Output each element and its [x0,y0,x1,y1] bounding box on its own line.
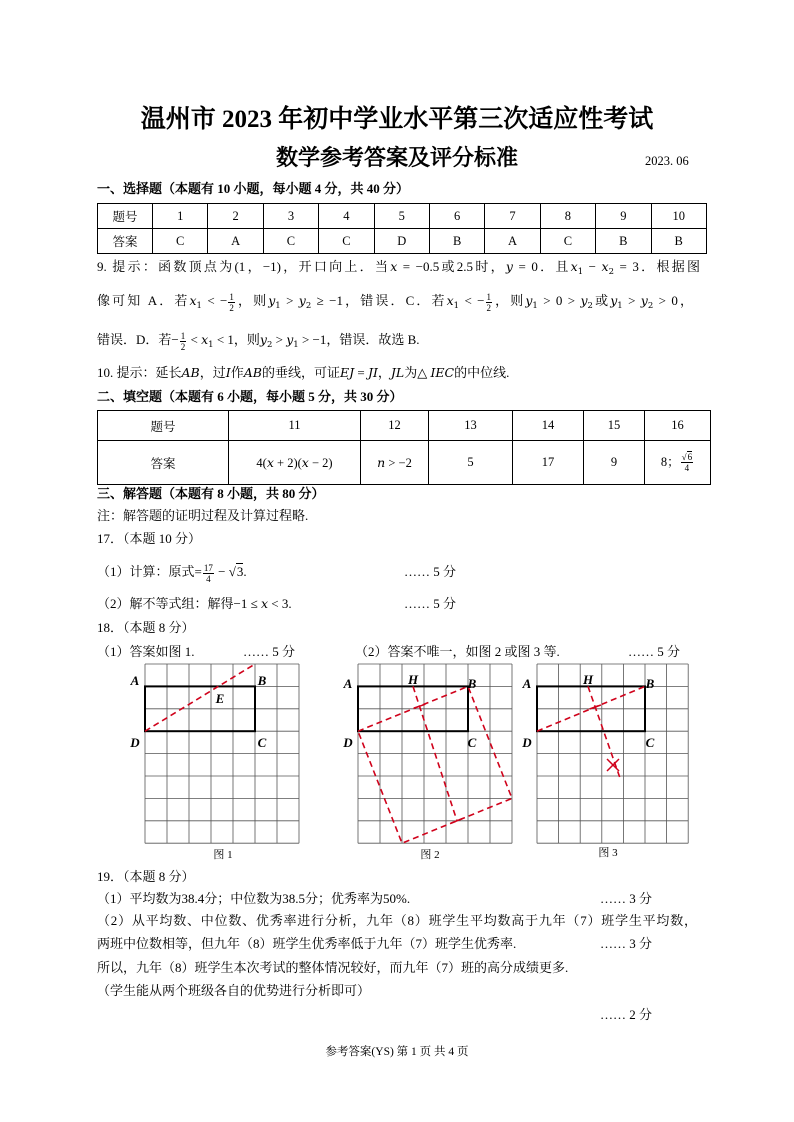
text-run: （2）解不等式组：解得−1 ≤ [97,596,261,611]
text-run: ≥ −1，错误．C．若 [311,293,447,308]
q17-part-1 [97,560,247,584]
question-number-cell: 5 [374,204,429,229]
math-subscript: 2 [305,301,312,311]
q19-title: 19．（本题 8 分） [97,869,195,884]
text-run: < − [459,293,485,308]
math-variable: AB [243,365,262,380]
math-variable: y [505,259,513,274]
figure-1-caption: 图 1 [213,849,233,861]
math-variable: $x_1$ [570,259,584,277]
answer-cell: D [374,229,429,254]
math-variable: $y_1$ [525,293,538,311]
text-run: − [214,564,229,579]
math-subscript: 2 [587,301,593,311]
math-variable: $x_2$ [601,259,615,277]
text-run: < − [201,293,228,308]
math-subscript: 2 [647,301,654,311]
text-run: 4 [206,573,211,584]
q19-final-score: …… 2 分 [600,1007,653,1022]
row-label: 题号 [98,411,229,441]
table-row [98,204,707,229]
math-variable: x [260,596,269,611]
fraction [228,292,235,313]
math-variable: EJ [339,365,355,380]
table-row [98,411,711,441]
fill-blank-answer-table [97,410,711,485]
answer-cell: C [319,229,374,254]
text-run: < 3. [268,596,292,611]
text-run: > [272,332,287,347]
document-date: 2023. 06 [645,154,689,168]
fraction-denominator [205,574,212,584]
answer-cell: B [651,229,706,254]
math-variable: $x_1$ [189,293,202,311]
square-root [682,451,692,462]
radicand: 6 [687,452,693,463]
label-d: D [522,735,532,750]
q17-part-2 [97,595,292,613]
text-run: 错误．D．若− [97,332,179,347]
math-variable: AB [181,365,200,380]
figure-1-grid [125,660,305,850]
answer-cell: 5 [429,441,513,485]
page-footer: 参考答案(YS) 第 1 页 共 4 页 [325,1046,469,1058]
text-run: 8； [660,454,680,469]
math-variable: I [225,365,231,380]
text-run: 1 [229,291,234,302]
text-run: > 0 > [537,293,581,308]
label-b: B [645,676,655,691]
q17-part-2-score: …… 5 分 [404,596,457,611]
math-variable: $x_1$ [201,332,214,350]
q19-part-2-score: …… 3 分 [600,936,653,951]
math-variable: x [390,259,398,274]
document-subtitle: 数学参考答案及评分标准 [275,145,518,170]
radical-sign: √ [681,452,687,463]
text-run: 像可知 A．若 [97,293,190,308]
label-a: A [130,673,140,688]
math-subscript: 1 [208,340,214,350]
text-run: > 0， [653,293,693,308]
answer-cell [229,441,361,485]
table-row [98,229,707,254]
text-run: . [243,564,247,579]
radicand: 3 [236,564,244,579]
text-run: 为△ [404,365,431,380]
answer-dashed-line [145,664,255,731]
math-subscript: 2 [608,267,615,277]
question-number-cell: 7 [485,204,540,229]
text-run: ，则 [493,293,526,308]
answer-cell: A [485,229,540,254]
label-a: A [343,676,353,691]
fraction-denominator [486,303,493,313]
question-number-cell: 2 [208,204,263,229]
math-subscript: 1 [532,301,538,311]
label-c: C [257,735,267,750]
q18-part-1: （1）答案如图 1. [97,644,195,659]
choice-answer-table [97,203,707,254]
math-subscript: 1 [275,301,281,311]
text-run: ，则 [235,293,269,308]
radical-sign: √ [228,564,236,579]
answer-dashed-square [358,686,512,843]
label-b: B [257,673,267,688]
label-b: B [467,676,477,691]
question-number-cell: 3 [263,204,318,229]
question-number-cell: 6 [429,204,484,229]
text-run: > [280,293,299,308]
text-run: （1）计算：原式= [97,564,202,579]
text-run: 17 [203,562,213,573]
text-run: 2 [229,302,234,313]
label-c: C [645,735,655,750]
q9-hint-line-3 [97,328,420,357]
text-run: ， [377,365,391,380]
label-d: D [130,735,140,750]
question-number-cell: 1 [153,204,208,229]
q9-hint-line-2 [97,289,693,318]
text-run: 2 [180,341,186,352]
text-run: 或 [592,293,611,308]
answer-cell [361,441,429,485]
text-run: 1 [486,291,491,302]
math-variable: n [377,454,386,470]
math-variable: IEC [430,365,455,380]
label-h: H [582,672,594,687]
q19-part-2-line-2: 两班中位数相等，但九年（8）班学生优秀率低于九年（7）班学生优秀率. [97,936,517,951]
text-run: > −1，错误．故选 B. [298,332,420,347]
answer-cell: 9 [584,441,645,485]
text-run: 10. 提示：延长 [97,365,182,380]
fraction-denominator [180,342,187,352]
figure-3-caption: 图 3 [598,847,618,859]
figure-2-grid [338,660,516,850]
question-number-cell: 12 [361,411,429,441]
q17-title: 17．（本题 10 分） [97,531,202,546]
text-run: + 2)( [273,455,302,470]
text-run: < 1，则 [213,332,260,347]
answer-cell: B [596,229,651,254]
fraction-numerator [486,292,493,303]
answer-cell [645,441,711,485]
text-run: 的垂线，可证 [261,365,340,380]
math-variable: $y_1$ [286,332,299,350]
answer-cell: C [153,229,208,254]
q18-part-2-score: …… 5 分 [628,644,681,659]
label-h: H [407,672,419,687]
section-1-heading: 一、选择题（本题有 10 小题，每小题 4 分，共 40 分） [97,181,410,196]
math-variable: $y_2$ [259,332,273,350]
answer-cell: C [263,229,318,254]
math-variable: $y_2$ [298,293,312,311]
text-run: = −0.5或2.5时， [397,259,506,274]
text-run: − [583,259,602,274]
q19-remark: （学生能从两个班级各自的优势进行分析即可） [97,983,371,998]
math-subscript: 1 [617,301,623,311]
q19-conclusion: 所以，九年（8）班学生本次考试的整体情况较好，而九年（7）班的高分成绩更多. [97,960,569,975]
text-run: > −2 [385,455,412,470]
q18-part-1-score: …… 5 分 [243,644,296,659]
text-run: 4( [256,455,267,470]
text-run: 9. 提示：函数顶点为(1，−1)，开口向上．当 [97,259,391,274]
label-d: D [343,735,353,750]
label-a: A [522,676,532,691]
text-run: 作 [230,365,244,380]
math-variable: $y_2$ [640,293,654,311]
section-2-heading: 二、填空题（本题有 6 小题，每小题 5 分，共 30 分） [97,389,403,404]
answer-cell: A [208,229,263,254]
question-number-cell: 10 [651,204,706,229]
row-label: 答案 [98,441,229,485]
math-subscript: 1 [577,267,584,277]
table-row [98,441,711,485]
q18-title: 18．（本题 8 分） [97,620,195,635]
math-variable: $x_1$ [446,293,460,311]
fraction-numerator [203,563,214,574]
fraction [203,563,214,584]
figure-2-caption: 图 2 [420,849,440,861]
math-variable: $y_1$ [610,293,623,311]
q19-part-2-line-1: （2）从平均数、中位数、优秀率进行分析，九年（8）班学生平均数高于九年（7）班学生平均数， [97,913,697,928]
square-root [228,563,247,579]
question-number-cell: 9 [596,204,651,229]
text-run: > [622,293,641,308]
fraction-denominator [228,303,235,313]
text-run: 的中位线. [454,365,510,380]
fraction [180,331,187,352]
question-number-cell: 11 [229,411,361,441]
text-run: < [187,332,202,347]
answer-dashed-line [588,686,620,778]
text-run: − 2) [308,455,333,470]
q19-part-1-score: …… 3 分 [600,891,653,906]
text-run: 1 [180,330,186,341]
text-run: = 3．根据图 [614,259,700,274]
question-number-cell: 14 [513,411,584,441]
math-subscript: 1 [453,301,460,311]
fraction [486,292,493,313]
q19-part-1: （1）平均数为38.4分；中位数为38.5分；优秀率为50%. [97,891,411,906]
math-variable: $y_2$ [580,293,593,311]
text-run: = [354,365,368,380]
fraction [681,452,693,473]
row-label: 答案 [98,229,153,254]
text-run: 2 [486,302,491,313]
question-number-cell: 13 [429,411,513,441]
label-c: C [467,735,477,750]
answer-cell: 17 [513,441,584,485]
section-3-note: 注：解答题的证明过程及计算过程略. [97,508,309,523]
text-run: = 0．且 [512,259,571,274]
question-number-cell: 8 [540,204,595,229]
question-number-cell: 15 [584,411,645,441]
grid-lines [537,664,688,843]
section-3-heading: 三、解答题（本题有 8 小题，共 80 分） [97,486,325,501]
q10-hint [97,364,509,382]
answer-cell: C [540,229,595,254]
math-variable: JI [367,365,378,380]
math-variable: x [301,454,309,470]
fraction-numerator [681,452,693,463]
fraction-numerator [228,292,235,303]
q9-hint-line-1 [97,258,700,281]
math-subscript: 1 [196,301,202,311]
figure-3-grid [517,660,697,850]
text-run: ，过 [199,365,226,380]
math-variable: $y_1$ [268,293,281,311]
fraction-denominator [684,463,691,473]
math-variable: JL [390,365,405,380]
fraction-numerator [180,331,187,342]
text-run: 4 [684,463,690,474]
document-title: 温州市 2023 年初中学业水平第三次适应性考试 [140,106,654,133]
math-subscript: 1 [293,340,299,350]
answer-cell: B [429,229,484,254]
row-label: 题号 [98,204,153,229]
question-number-cell: 4 [319,204,374,229]
math-variable: x [266,454,274,470]
math-subscript: 2 [266,340,273,350]
question-number-cell: 16 [645,411,711,441]
label-e: E [215,691,225,706]
q17-part-1-score: …… 5 分 [404,564,457,579]
q18-part-2: （2）答案不唯一，如图 2 或图 3 等. [355,644,560,659]
